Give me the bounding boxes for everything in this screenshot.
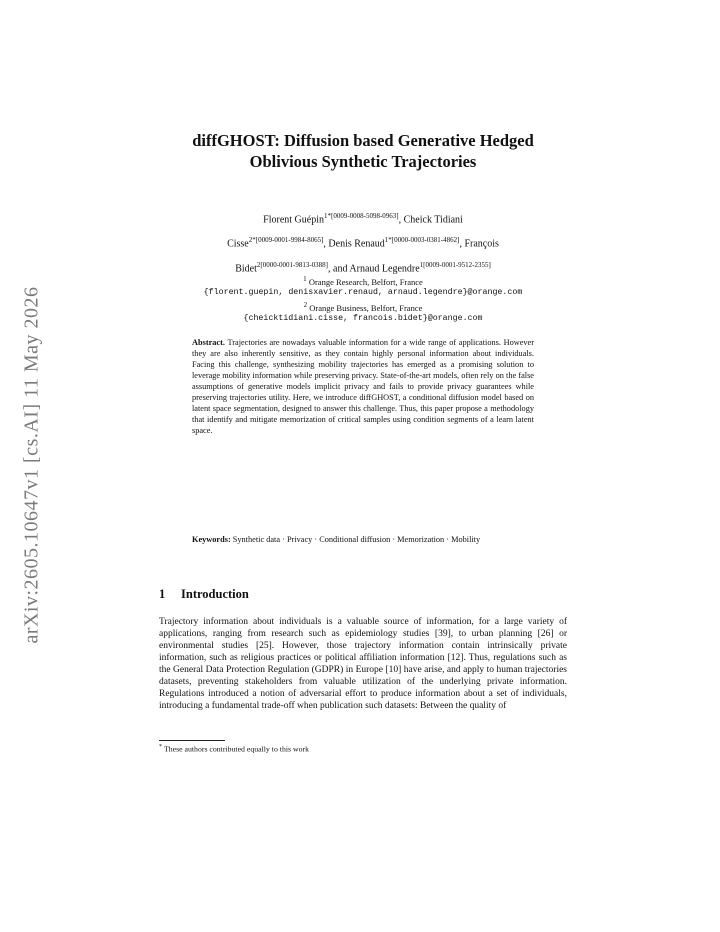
affiliation-text: Orange Research, Belfort, France: [308, 276, 423, 287]
author-mark: 1: [419, 260, 424, 269]
keywords: [192, 534, 534, 545]
author-line-1: [159, 206, 567, 230]
author-name: Florent Guépin: [263, 214, 324, 226]
orcid-link[interactable]: [0009-0001-9984-8065]: [255, 236, 324, 245]
section-heading: [159, 587, 249, 602]
footnote-mark: *: [159, 744, 162, 750]
affiliation-mark: 1: [303, 275, 307, 283]
section-title: Introduction: [181, 587, 249, 601]
affiliation-text: Orange Business, Belfort, France: [309, 302, 423, 313]
title-line-1: diffGHOST: Diffusion based Generative Hedged: [192, 131, 534, 150]
author-name: Cisse: [227, 238, 249, 250]
author-name: , François: [459, 238, 499, 250]
author-name: , and Arnaud Legendre: [328, 262, 420, 274]
affiliation-1: [159, 275, 567, 287]
author-name: , Denis Renaud: [323, 238, 385, 250]
keywords-label: Keywords:: [192, 535, 231, 544]
paper-title: [159, 130, 567, 172]
section-number: 1: [159, 587, 166, 601]
author-name: , Cheick Tidiani: [398, 214, 463, 226]
abstract-label: Abstract.: [192, 338, 225, 347]
orcid-link[interactable]: [0000-0003-0381-4862]: [391, 236, 460, 245]
abstract: [192, 337, 534, 436]
paper-page: [159, 130, 567, 754]
affiliation-2-emails[interactable]: {cheicktidiani.cisse, francois.bidet}@orange.com: [243, 314, 483, 323]
keywords-text: Synthetic data · Privacy · Conditional diffusion · Memorization · Mobility: [232, 535, 481, 544]
arxiv-identifier: arXiv:2605.10647v1 [cs.AI] 11 May 2026: [20, 286, 43, 644]
footnote-text: These authors contributed equally to this work: [163, 744, 310, 754]
introduction-paragraph: Trajectory information about individuals is a valuable source of information, for a large variety of applications, ranging from research such as epidemiology studies [39], to urban planning [26] or environmental studies [25]. However, those trajectory information contain intrinsically private information, such as religious practices or political affiliation information [12]. Thus, regulations such as the General Data Protection Regulation (GDPR) in Europe [10] have arise, and apply to human trajectories datasets, preventing stakeholders from valuable utilization of the underlying private information. Regulations introduced a notion of adversarial effort to produce information about a set of individuals, introducing a fundamental trade-off when publication such datasets: Between the quality of: [159, 617, 567, 712]
orcid-link[interactable]: [0009-0008-5098-0963]: [330, 212, 399, 220]
author-line-2: [159, 230, 567, 254]
abstract-text: Trajectories are nowadays valuable information for a wide range of applications. However they are also inherently sensitive, as they contain highly personal information about individuals. Facing this challenge, synthesizing mobility trajectories has emerged as a promising solution to leverage mobility information while preserving privacy. State-of-the-art models, often rely on the false assumptions of generative models implicit privacy and fails to provide privacy guarantees while preserving trajectories utility. Here, we introduce diffGHOST, a conditional diffusion model based on latent space segmentation, designed to answer this challenge. Thus, this paper propose a methodology that identify and mitigate memorization of critical samples using condition segments of a learn latent space.: [192, 338, 534, 435]
footnote: [159, 744, 309, 754]
footnote-rule: [159, 740, 225, 741]
author-list: [159, 206, 567, 279]
author-mark: 2: [256, 260, 261, 269]
author-mark: 1*: [384, 236, 392, 245]
author-mark: 2*: [248, 236, 256, 245]
affiliation-mark: 2: [303, 301, 308, 309]
orcid-link[interactable]: [0009-0001-9512-2355]: [423, 260, 491, 269]
author-name: Bidet: [235, 262, 257, 274]
affiliation-1-emails[interactable]: {florent.guepin, denisxavier.renaud, arnaud.legendre}@orange.com: [203, 288, 523, 297]
title-line-2: Oblivious Synthetic Trajectories: [249, 152, 477, 171]
affiliation-2: [159, 301, 567, 313]
orcid-link[interactable]: [0000-0001-9813-0388]: [260, 260, 329, 269]
author-mark: 1*: [323, 212, 331, 220]
